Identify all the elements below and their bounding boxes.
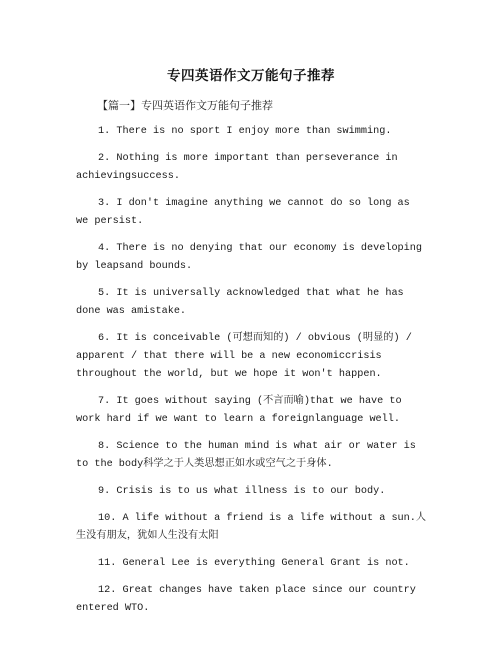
section-heading: 【篇一】专四英语作文万能句子推荐 xyxy=(97,99,273,112)
sentence-item-5: 5. It is universally acknowledged that what he has done was amistake. xyxy=(76,288,410,317)
sentence-item-7: 7. It goes without saying (不言而喻)that we have to work hard if we want to learn a foreignlanguage well. xyxy=(76,396,408,425)
sentence-item-10: 10. A life without a friend is a life without a sun.人生没有朋友，犹如人生没有太阳 xyxy=(76,513,427,542)
sentence-item-1: 1. There is no sport I enjoy more than swimming. xyxy=(98,126,392,137)
sentence-item-4: 4. There is no denying that our economy is developing by leapsand bounds. xyxy=(76,243,429,272)
sentence-item-2: 2. Nothing is more important than perseverance in achievingsuccess. xyxy=(76,153,404,182)
sentence-item-8: 8. Science to the human mind is what air or water is to the body科学之于人类思想正如水或空气之于身体. xyxy=(76,441,423,470)
sentence-list xyxy=(76,123,428,627)
sentence-item-11: 11. General Lee is everything General Grant is not. xyxy=(98,558,410,569)
sentence-item-3: 3. I don't imagine anything we cannot do so long as we persist. xyxy=(76,198,416,227)
sentence-item-6: 6. It is conceivable (可想而知的) / obvious (明显的) / apparent / that there will be a new economiccrisis throughout the world, but we hope it won't happen. xyxy=(76,333,418,380)
sentence-item-9: 9. Crisis is to us what illness is to our body. xyxy=(98,486,386,497)
sentence-item-12: 12. Great changes have taken place since our country entered WTO. xyxy=(76,585,423,614)
document-title: 专四英语作文万能句子推荐 xyxy=(167,68,335,84)
